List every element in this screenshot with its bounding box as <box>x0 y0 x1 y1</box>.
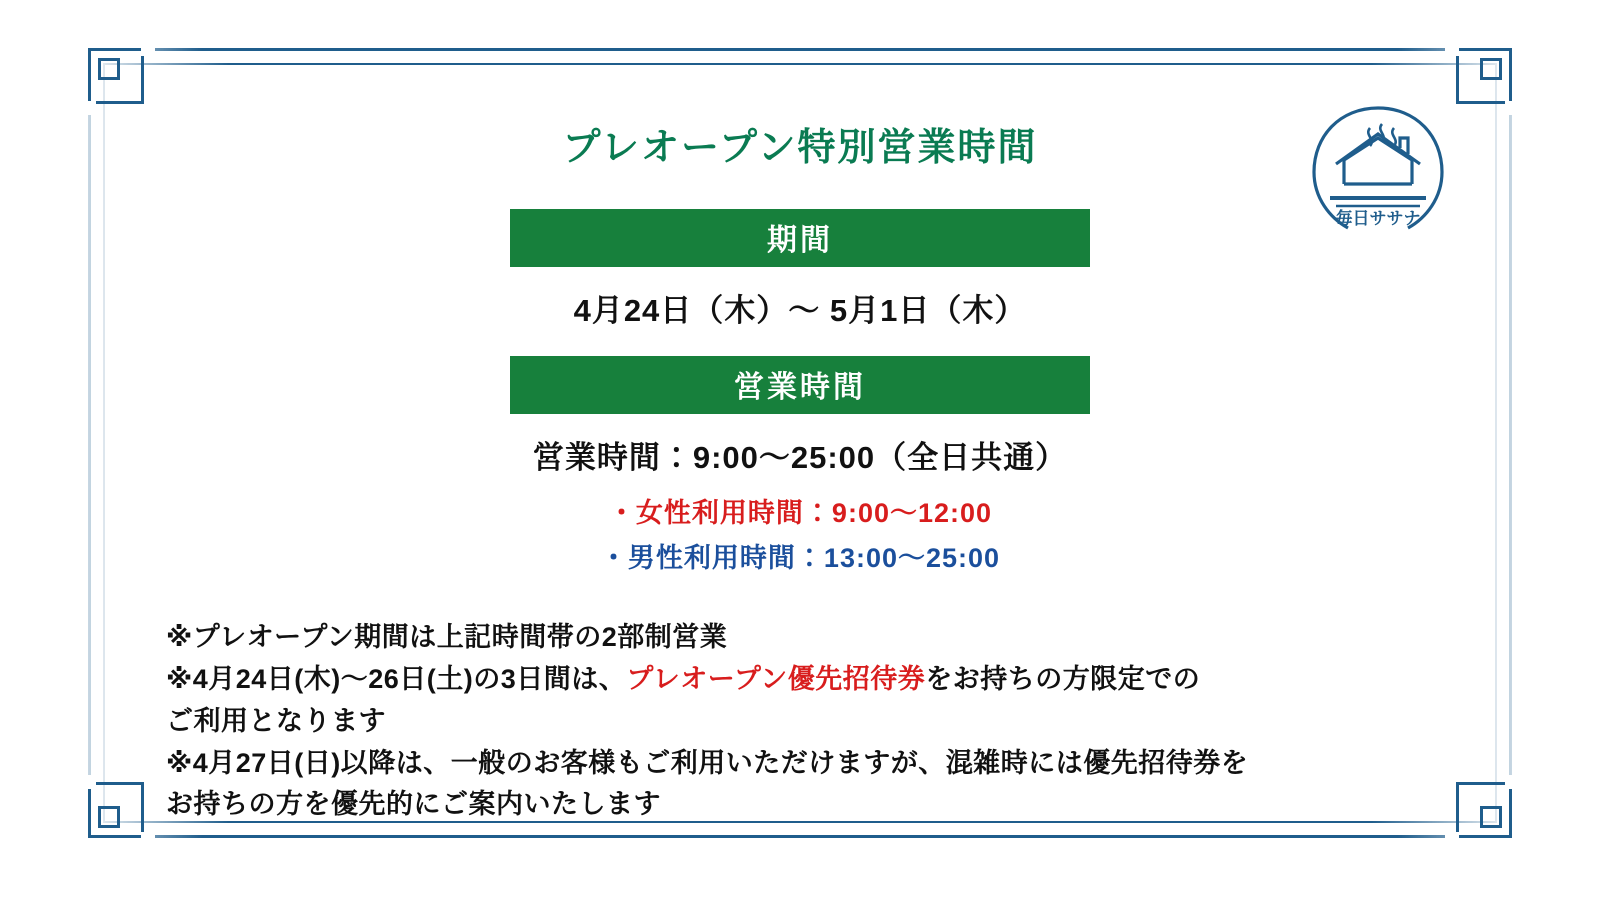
note-line-2 <box>166 659 1460 701</box>
frame-notch <box>1505 101 1517 115</box>
poster-content <box>140 90 1460 826</box>
note-line-4: ※4月27日(日)以降は、一般のお客様もご利用いただけますが、混雑時には優先招待券を <box>166 747 1249 778</box>
page-title: プレオープン特別営業時間 <box>562 127 1038 169</box>
note-line-2-suffix: をお持ちの方限定での <box>925 663 1201 694</box>
section-header-period: 期間 <box>510 209 1090 267</box>
frame-notch <box>141 44 155 56</box>
corner-ornament-bottom-left <box>88 782 144 838</box>
frame-notch <box>84 101 96 115</box>
frame-notch <box>84 775 96 789</box>
notes-block <box>166 617 1460 826</box>
hours-value: 営業時間：9:00〜25:00（全日共通） <box>532 440 1068 475</box>
women-hours-line: ・女性利用時間：9:00〜12:00 <box>607 498 993 528</box>
corner-dot-icon <box>1480 58 1502 80</box>
note-line-3: ご利用となります <box>166 705 386 736</box>
logo-wordmark: 毎日ササナ <box>1335 209 1421 228</box>
frame-notch <box>1505 775 1517 789</box>
corner-ornament-bottom-right <box>1456 782 1512 838</box>
note-line-1: ※プレオープン期間は上記時間帯の2部制営業 <box>166 622 728 652</box>
period-value: 4月24日（木）〜 5月1日（木） <box>573 293 1027 328</box>
note-line-5: お持ちの方を優先的にご案内いたします <box>166 789 661 820</box>
section-header-hours: 営業時間 <box>510 356 1090 414</box>
frame-notch <box>1445 832 1459 844</box>
corner-dot-icon <box>1480 806 1502 828</box>
note-line-2-highlight: プレオープン優先招待券 <box>626 663 926 694</box>
men-hours-line: ・男性利用時間：13:00〜25:00 <box>599 543 1001 573</box>
corner-dot-icon <box>98 58 120 80</box>
note-line-2-prefix: ※4月24日(木)〜26日(土)の3日間は、 <box>166 663 627 694</box>
frame-notch <box>141 832 155 844</box>
corner-dot-icon <box>98 806 120 828</box>
corner-ornament-top-right <box>1456 48 1512 104</box>
frame-notch <box>1445 44 1459 56</box>
corner-ornament-top-left <box>88 48 144 104</box>
